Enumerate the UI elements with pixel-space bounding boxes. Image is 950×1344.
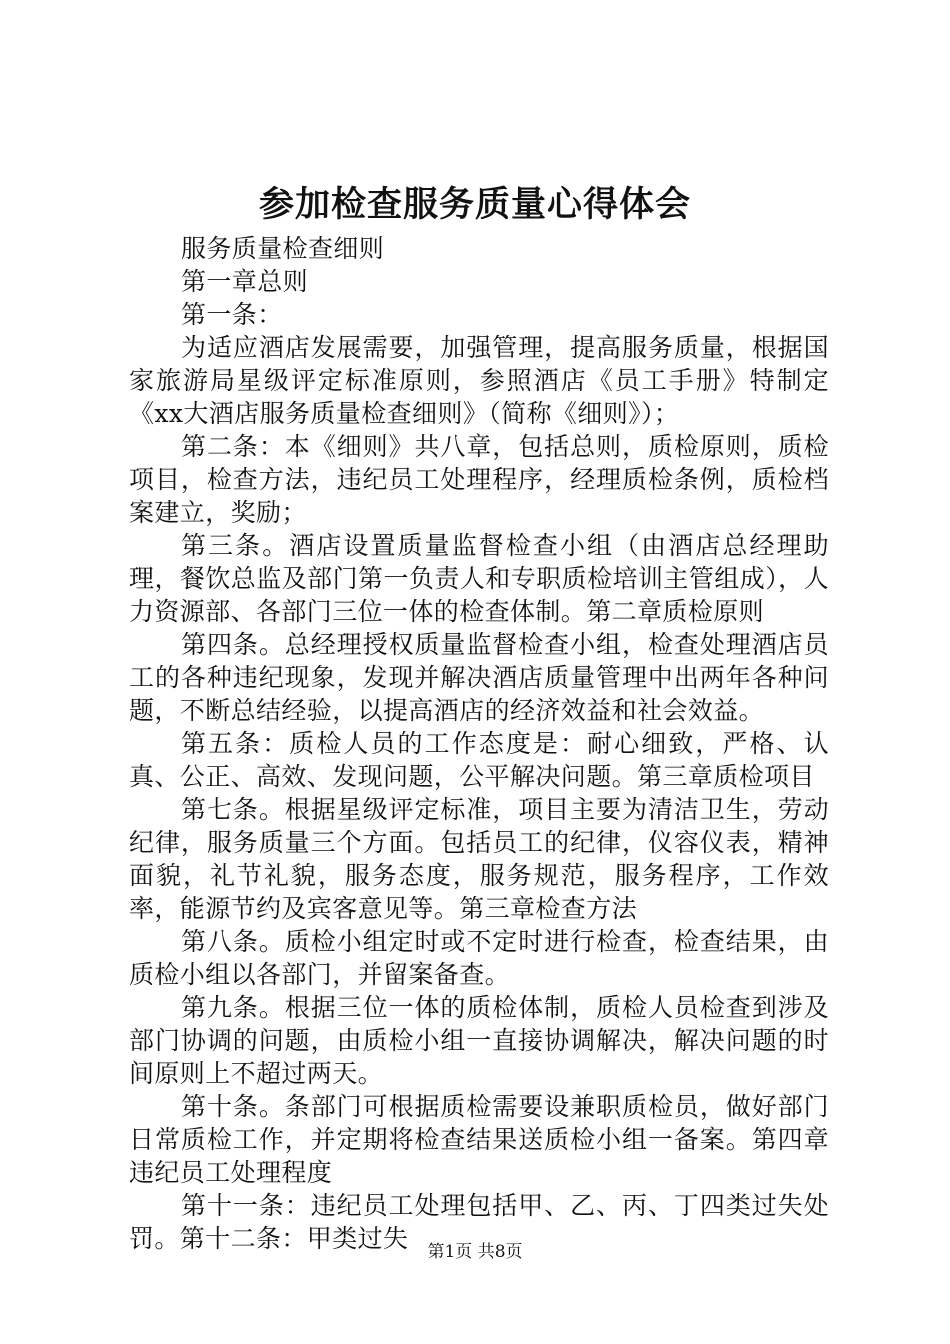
paragraph: 第一条： <box>181 300 283 329</box>
paragraph: 第五条：质检人员的工作态度是：耐心细致，严格、认真、公正、高效、发现问题，公平解决问题。第三章质检项目 <box>129 729 829 791</box>
paragraph: 服务质量检查细则 <box>181 234 385 263</box>
document-body <box>129 232 829 1255</box>
paragraph: 第一章总则 <box>181 267 309 296</box>
paragraph: 第十一条：违纪员工处理包括甲、乙、丙、丁四类过失处罚。第十二条：甲类过失 <box>129 1191 829 1253</box>
paragraph: 第九条。根据三位一体的质检体制，质检人员检查到涉及部门协调的问题，由质检小组一直接协调解决，解决问题的时间原则上不超过两天。 <box>129 993 829 1088</box>
document-title: 参加检查服务质量心得体会 <box>258 185 691 225</box>
paragraph: 为适应酒店发展需要，加强管理，提高服务质量，根据国家旅游局星级评定标准原则，参照酒店《员工手册》特制定《xx大酒店服务质量检查细则》（简称《细则》）； <box>129 333 829 428</box>
paragraph: 第八条。质检小组定时或不定时进行检查，检查结果，由质检小组以各部门，并留案备查。 <box>129 927 829 989</box>
paragraph: 第四条。总经理授权质量监督检查小组，检查处理酒店员工的各种违纪现象，发现并解决酒店质量管理中出两年各种问题，不断总结经验，以提高酒店的经济效益和社会效益。 <box>129 630 829 725</box>
page-number-footer: 第1页 共8页 <box>427 1242 523 1262</box>
paragraph: 第二条：本《细则》共八章，包括总则，质检原则，质检项目，检查方法，违纪员工处理程序，经理质检条例，质检档案建立，奖励； <box>129 432 829 527</box>
paragraph: 第十条。条部门可根据质检需要设兼职质检员，做好部门日常质检工作，并定期将检查结果送质检小组一备案。第四章违纪员工处理程度 <box>129 1092 829 1187</box>
paragraph: 第三条。酒店设置质量监督检查小组（由酒店总经理助理，餐饮总监及部门第一负责人和专职质检培训主管组成），人力资源部、各部门三位一体的检查体制。第二章质检原则 <box>129 531 829 626</box>
paragraph: 第七条。根据星级评定标准，项目主要为清洁卫生，劳动纪律，服务质量三个方面。包括员工的纪律，仪容仪表，精神面貌，礼节礼貌，服务态度，服务规范，服务程序，工作效率，能源节约及宾客意见等。第三章检查方法 <box>129 795 829 923</box>
